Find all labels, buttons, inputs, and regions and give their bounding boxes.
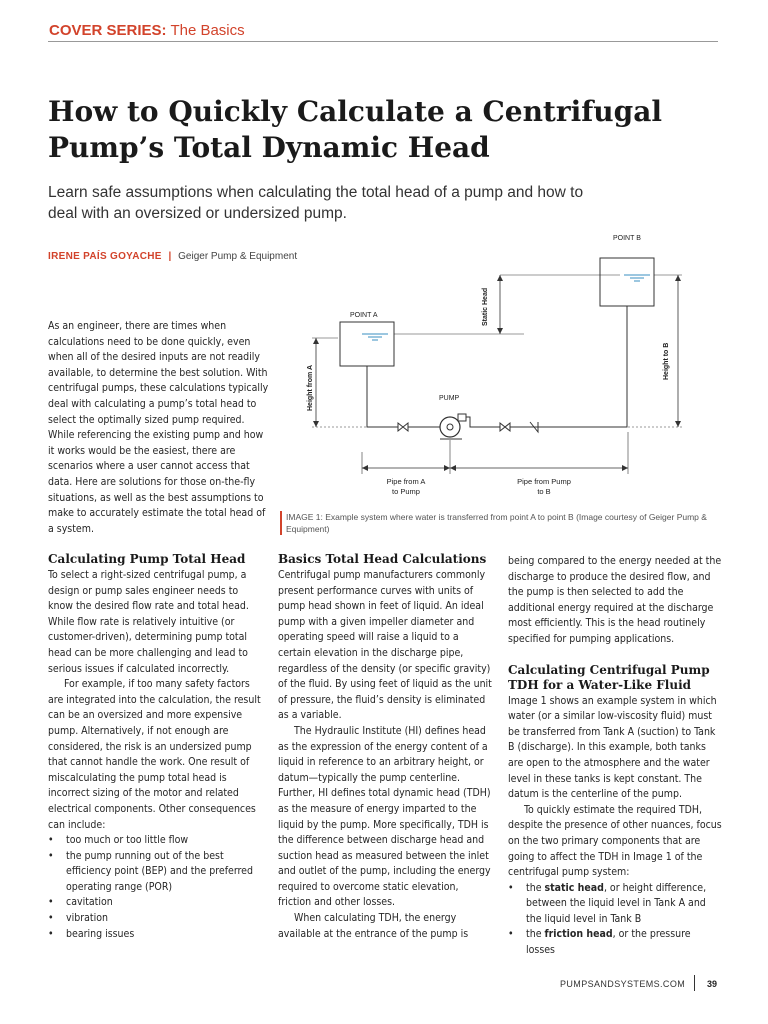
- intro-text: As an engineer, there are times when calculations need to be done quickly, even when all of the desired inputs are not readily available, to determine the best solution. With centrifugal pumps, these calculations typically deal with calculating a pump’s total head to select the optimally sized pump required. While referencing the existing pump and how it works would be the easiest, there are scenarios where a user cannot access that data. Here are solutions for those on-the-fly situations, as well as the best assumptions to make to accurately estimate the total head of a system.: [48, 320, 269, 535]
- list-item: • too much or too little flow: [48, 833, 262, 849]
- heading-calculating-pump-total-head: Calculating Pump Total Head: [48, 552, 246, 566]
- tdh-components-list: [508, 881, 722, 959]
- footer-separator: [694, 975, 695, 991]
- figure-caption: IMAGE 1: Example system where water is transferred from point A to point B (Image courtesy of Geiger Pump & Equipment): [280, 511, 726, 535]
- suction-valve-icon: [398, 423, 408, 431]
- label-pipe-from-pump-2: to B: [537, 487, 551, 496]
- list-item: • the pump running out of the best efficiency point (BEP) and the preferred operating range (POR): [48, 849, 262, 896]
- label-pipe-from-pump-1: Pipe from Pump: [517, 477, 571, 486]
- list-item: • vibration: [48, 911, 262, 927]
- pump-icon: [440, 417, 460, 437]
- label-pipe-from-a-1: Pipe from A: [386, 477, 426, 486]
- tank-a: [340, 322, 394, 366]
- author-name: IRENE PAÍS GOYACHE: [48, 251, 162, 262]
- header-rule: [48, 41, 718, 42]
- tank-b: [600, 258, 654, 306]
- article-title: How to Quickly Calculate a Centrifugal Pump’s Total Dynamic Head: [48, 95, 663, 164]
- label-height-from-a: Height from A: [307, 364, 314, 411]
- list-item-static-head: • the static head, or height difference, between the liquid level in Tank A and the liquid level in Tank B: [508, 881, 722, 928]
- static-head-term: static head: [544, 881, 604, 894]
- column-2: [278, 552, 492, 942]
- list-item-friction-head: • the friction head, or the pressure losses: [508, 927, 722, 958]
- label-point-b: POINT B: [613, 235, 641, 242]
- byline: [48, 251, 297, 262]
- list-item: • cavitation: [48, 895, 262, 911]
- byline-separator: |: [168, 251, 172, 262]
- col3-paragraph-3: To quickly estimate the required TDH, despite the presence of other nuances, focus on the two primary components that are going to affect the TDH in Image 1 of the centrifugal pump system:: [508, 803, 722, 879]
- suction-pipe: [367, 366, 440, 427]
- label-static-head: Static Head: [482, 287, 489, 326]
- col1-paragraph-2: For example, if too many safety factors are integrated into the calculation, the result can be an oversized and more expensive pump. Alternatively, if not enough are considered, the risk is an undersized pump that cannot handle the work. One result of miscalculating the pump total head is incorrect sizing of the motor and related electrical components. Other consequences can include:: [48, 678, 261, 831]
- col3-paragraph-1: being compared to the energy needed at the discharge to produce the desired flow, and the pump is then selected to add the additional energy required at the discharge most efficiently. This is the head routinely specified for pumping applications.: [508, 555, 722, 645]
- column-1: [48, 552, 262, 942]
- label-point-a: POINT A: [350, 312, 378, 319]
- label-pump: PUMP: [439, 395, 460, 402]
- list-item: • bearing issues: [48, 927, 262, 943]
- discharge-valve-icon: [500, 423, 510, 431]
- article-deck: Learn safe assumptions when calculating the total head of a pump and how to deal with an oversized or undersized pump.: [48, 184, 584, 222]
- cover-series-label: [49, 22, 245, 39]
- author-organization: Geiger Pump & Equipment: [178, 251, 298, 262]
- column-3: [508, 554, 722, 959]
- footer-site: PUMPSANDSYSTEMS.COM: [560, 979, 686, 989]
- col2-paragraph-3: When calculating TDH, the energy available at the entrance of the pump is: [278, 912, 469, 940]
- col2-paragraph-2: The Hydraulic Institute (HI) defines head as the expression of the energy content of a liquid in reference to an arbitrary height, or datum—typically the pump centerline. Further, HI defines total dynamic head (TDH) as the measure of energy imparted to the liquid by the pump. More specifically, TDH is the difference between discharge head and suction head as measured between the inlet and outlet of the pump, including the energy required to overcome static elevation, friction and other losses.: [278, 724, 491, 909]
- friction-head-term: friction head: [544, 928, 613, 941]
- intro-paragraph: [48, 319, 270, 537]
- pump-system-diagram: [290, 228, 722, 504]
- label-height-to-b: Height to B: [663, 342, 670, 380]
- series-subtitle: The Basics: [170, 22, 245, 39]
- heading-tdh-water-like-fluid: Calculating Centrifugal Pump TDH for a Water-Like Fluid: [508, 662, 710, 692]
- col3-paragraph-2: Image 1 shows an example system in which water (or a similar low-viscosity fluid) must be transferred from Tank A (suction) to Tank B (discharge). In this example, both tanks are open to the atmosphere and the water level in these tanks is kept constant. The datum is the centerline of the pump.: [508, 694, 717, 801]
- series-tag: COVER SERIES:: [49, 22, 167, 39]
- col1-paragraph-1: To select a right-sized centrifugal pump, a design or pump sales engineer needs to know the desired flow rate and total head. While flow rate is relatively intuitive (or customer-driven), determining pump total head can be more challenging and lead to serious issues if calculated incorrectly.: [48, 569, 249, 675]
- col2-paragraph-1: Centrifugal pump manufacturers commonly present performance curves with units of pump head shown in feet of liquid. An ideal pump with a given impeller diameter and operating speed will raise a liquid to a certain elevation in the discharge pipe, regardless of the density (or specific gravity) of the fluid. By using feet of liquid as the unit of pressure, the fluid’s density is eliminated as a variable.: [278, 569, 492, 722]
- label-pipe-from-a-2: to Pump: [392, 487, 420, 496]
- consequences-list: [48, 833, 262, 942]
- heading-basics-total-head: Basics Total Head Calculations: [278, 552, 487, 566]
- page-number: 39: [707, 979, 718, 989]
